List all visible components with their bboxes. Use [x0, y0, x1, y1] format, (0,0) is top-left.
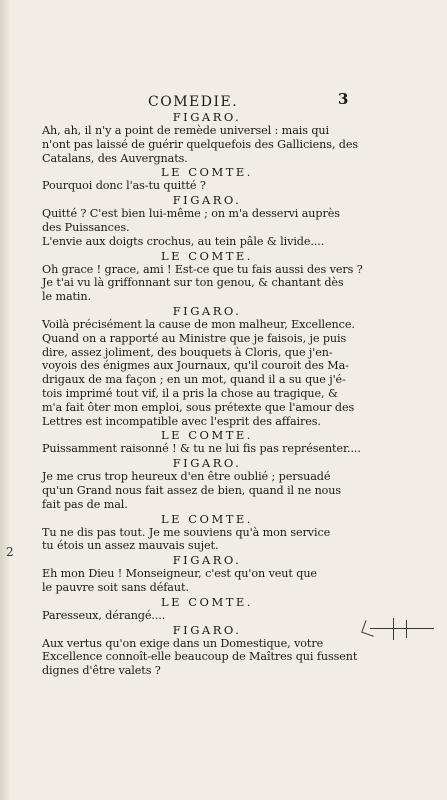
dialogue-line: Quitté ? C'est bien lui-même ; on m'a desservi auprès — [42, 207, 340, 221]
dialogue-line: Puissamment raisonné ! & tu ne lui fis pas représenter.... — [42, 442, 361, 456]
dialogue-line: Paresseux, dérangé.... — [42, 608, 166, 622]
speaker-name: FIGARO. — [172, 456, 242, 471]
dialogue-line: dignes d'être valets ? — [42, 664, 161, 678]
dialogue-line: le matin. — [42, 290, 91, 304]
dialogue-line: tu étois un assez mauvais sujet. — [42, 539, 219, 553]
dialogue-line: tois imprimé tout vif, il a pris la chose au tragique, & — [42, 386, 338, 400]
dialogue-line: Voilà précisément la cause de mon malheur, Excellence. — [42, 317, 355, 331]
speaker-name: LE COMTE. — [161, 248, 253, 263]
running-title: COMEDIE. — [148, 94, 239, 110]
speaker-name: FIGARO. — [172, 553, 242, 568]
speaker-name: FIGARO. — [172, 622, 242, 637]
dialogue-line: le pauvre soit sans défaut. — [42, 580, 189, 594]
speaker-name: FIGARO. — [172, 193, 242, 208]
speaker-name: LE COMTE. — [161, 428, 253, 443]
dialogue-line: Pourquoi donc l'as-tu quitté ? — [42, 179, 206, 193]
dialogue-line: Je t'ai vu là griffonnant sur ton genou, & chantant dès — [42, 276, 344, 290]
dialogue-line: n'ont pas laissé de guérir quelquefois des Galliciens, des — [42, 137, 359, 151]
dialogue-line: Catalans, des Auvergnats. — [42, 151, 188, 165]
dialogue-line: drigaux de ma façon ; en un mot, quand il a su que j'é- — [42, 373, 346, 387]
dialogue-line: voyois des énigmes aux Journaux, qu'il couroit des Ma- — [42, 359, 349, 373]
speaker-name: LE COMTE. — [161, 594, 253, 609]
page-number: 3 — [338, 90, 349, 108]
dialogue-line: L'envie aux doigts crochus, au tein pâle & livide.... — [42, 234, 325, 248]
dialogue-line: Oh grace ! grace, ami ! Est-ce que tu fais aussi des vers ? — [42, 262, 363, 276]
dialogue-line: qu'un Grand nous fait assez de bien, quand il ne nous — [42, 483, 342, 497]
dialogue-line: Lettres est incompatible avec l'esprit des affaires. — [42, 414, 321, 428]
margin-annotation-cross — [393, 618, 394, 640]
dialogue-line: Quand on a rapporté au Ministre que je faisois, je puis — [42, 331, 347, 345]
speaker-name: LE COMTE. — [161, 165, 253, 180]
margin-annotation-cross-2 — [406, 620, 407, 638]
dialogue-line: Ah, ah, il n'y a point de remède universel : mais qui — [42, 124, 329, 137]
speaker-name: FIGARO. — [172, 303, 242, 318]
dialogue-line: Aux vertus qu'on exige dans un Domestique, votre — [42, 636, 324, 650]
speaker-name: LE COMTE. — [161, 511, 253, 526]
dialogue-line: Eh mon Dieu ! Monseigneur, c'est qu'on veut que — [42, 567, 317, 581]
dialogue-line: Excellence connoît-elle beaucoup de Maîtres qui fussent — [42, 650, 358, 664]
dialogue-line: dire, assez joliment, des bouquets à Cloris, que j'en- — [42, 345, 333, 359]
dialogue-line: fait pas de mal. — [42, 497, 128, 511]
dialogue-line: Je me crus trop heureux d'en être oublié ; persuadé — [42, 470, 331, 484]
dialogue-line: Tu ne dis pas tout. Je me souviens qu'à mon service — [42, 525, 331, 539]
page-binding-edge — [0, 0, 9, 800]
speaker-name: FIGARO. — [172, 110, 242, 124]
margin-mark: 2 — [6, 545, 14, 559]
dialogue-line: m'a fait ôter mon emploi, sous prétexte que l'amour des — [42, 400, 355, 414]
dialogue-line: des Puissances. — [42, 220, 130, 234]
margin-annotation-line — [370, 628, 434, 629]
dialogue-text — [42, 110, 362, 678]
